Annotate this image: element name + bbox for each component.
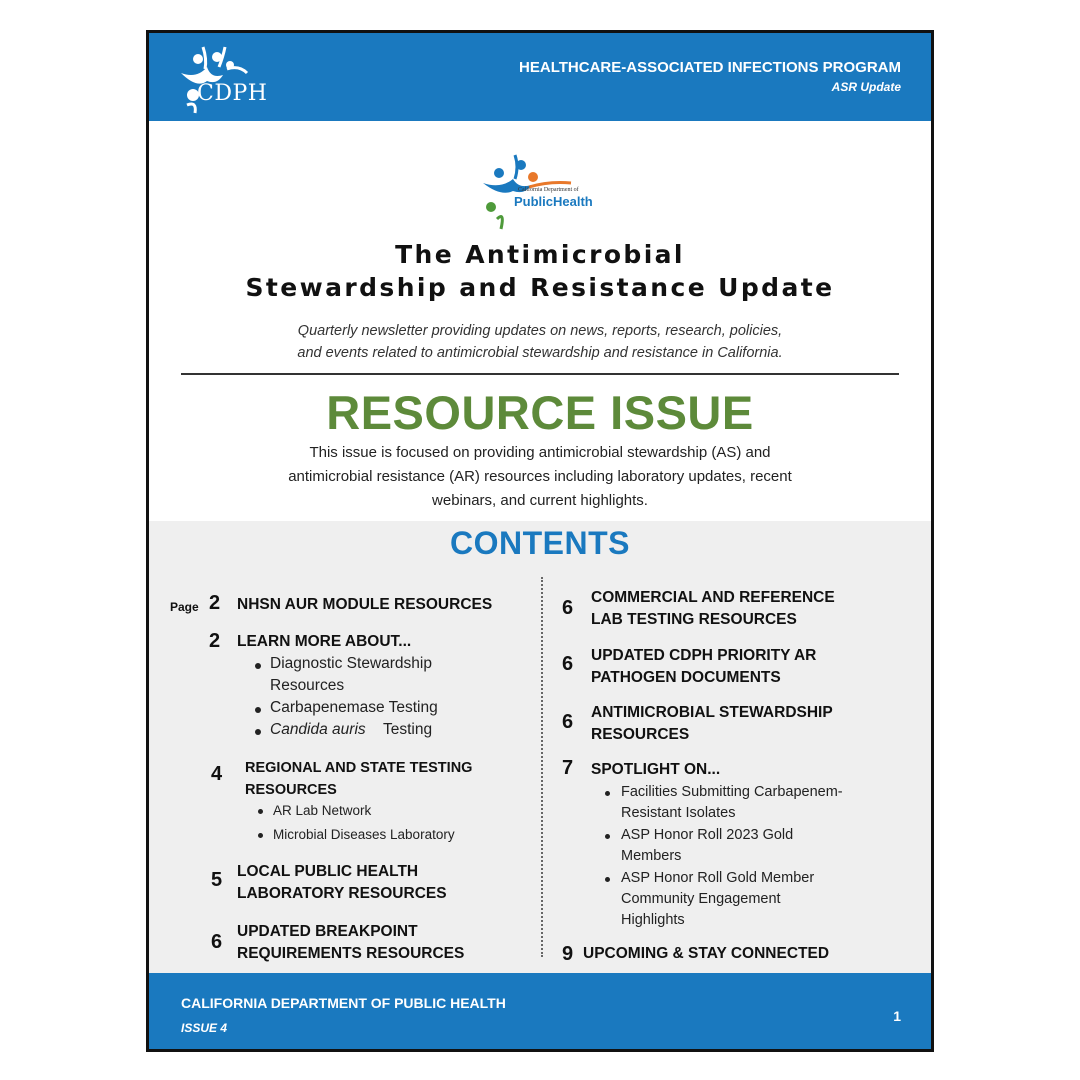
bullet-dot (255, 663, 261, 669)
footer-issue: ISSUE 4 (181, 1021, 228, 1035)
toc-entry-title[interactable]: UPDATED BREAKPOINT (237, 923, 418, 940)
toc-page-number: 4 (211, 763, 223, 785)
issue-heading: RESOURCE ISSUE (326, 386, 754, 439)
intro-line-1: This issue is focused on providing antimicrobial stewardship (AS) and (309, 444, 771, 461)
toc-page-number: 2 (209, 592, 221, 614)
public-health-logo-icon (479, 153, 619, 233)
toc-entry-title-cont[interactable]: RESOURCES (591, 726, 690, 743)
toc-page-number: 5 (211, 869, 223, 891)
toc-bullet: ASP Honor Roll Gold Member (621, 870, 815, 886)
subtitle-line-1: Quarterly newsletter providing updates on news, reports, research, policies, (297, 323, 783, 339)
toc-entry-title[interactable]: UPDATED CDPH PRIORITY AR (591, 647, 817, 664)
toc-bullet-italic: Candida auris (270, 721, 366, 738)
newsletter-page (146, 30, 934, 1052)
subtitle-line-2: and events related to antimicrobial stewardship and resistance in California. (297, 345, 783, 361)
bullet-dot (605, 877, 610, 882)
bullet-dot (258, 809, 263, 814)
title-divider (181, 373, 899, 375)
newsletter-title (149, 238, 931, 304)
bullet-dot (255, 707, 261, 713)
intro-line-2: antimicrobial resistance (AR) resources including laboratory updates, recent (288, 468, 792, 485)
toc-entry-title[interactable]: SPOTLIGHT ON... (591, 761, 721, 778)
toc-bullet: Facilities Submitting Carbapenem- (621, 784, 843, 800)
toc-bullet-cont: Community Engagement (621, 891, 781, 907)
toc-bullet-cont: Resources (270, 677, 345, 694)
toc-bullet-cont: Testing (383, 721, 433, 738)
toc-bullet: Carbapenemase Testing (270, 699, 438, 716)
toc-entry-title-cont[interactable]: RESOURCES (245, 782, 337, 798)
title-line-1: The Antimicrobial (395, 240, 685, 269)
page-label: Page (170, 600, 199, 614)
toc-page-number: 6 (211, 931, 223, 953)
title-line-2: Stewardship and Resistance Update (245, 273, 835, 302)
toc-page-number: 6 (562, 653, 574, 675)
toc-entry-title[interactable]: LEARN MORE ABOUT... (237, 633, 412, 650)
toc-bullet: AR Lab Network (273, 803, 372, 818)
toc-entry-title[interactable]: LOCAL PUBLIC HEALTH (237, 863, 419, 880)
bullet-dot (255, 729, 261, 735)
intro-line-3: webinars, and current highlights. (432, 492, 648, 509)
toc-bullet: ASP Honor Roll 2023 Gold (621, 827, 794, 843)
bullet-dot (605, 834, 610, 839)
toc-entry-title[interactable]: REGIONAL AND STATE TESTING (245, 760, 473, 776)
toc-page-number: 6 (562, 711, 574, 733)
page-number: 1 (893, 1008, 901, 1024)
cdph-logo-icon (167, 39, 277, 119)
ph-logo-small-text: California Department of (518, 187, 579, 193)
toc-bullet-cont: Members (621, 848, 682, 864)
toc-entry-title[interactable]: UPCOMING & STAY CONNECTED (583, 945, 830, 962)
toc-page-number: 2 (209, 630, 221, 652)
toc-page-number: 9 (562, 943, 574, 965)
toc-bullet: Diagnostic Stewardship (270, 655, 432, 672)
bullet-dot (605, 791, 610, 796)
toc-bullet-cont: Resistant Isolates (621, 805, 736, 821)
program-title: HEALTHCARE-ASSOCIATED INFECTIONS PROGRAM (519, 59, 901, 76)
bullet-dot (258, 833, 263, 838)
toc-page-number: 7 (562, 757, 574, 779)
toc-entry-title[interactable]: COMMERCIAL AND REFERENCE (591, 589, 835, 606)
newsletter-subtitle (189, 320, 891, 364)
header-bar (149, 33, 931, 121)
publication-name: ASR Update (831, 80, 901, 94)
toc-entry-title-cont[interactable]: PATHOGEN DOCUMENTS (591, 669, 781, 686)
contents-column-divider (541, 577, 543, 957)
toc-entry-title[interactable]: ANTIMICROBIAL STEWARDSHIP (591, 704, 833, 721)
toc-bullet-cont: Highlights (621, 912, 685, 928)
footer-bar (149, 973, 931, 1049)
contents-section (149, 521, 931, 973)
intro-text (229, 441, 851, 513)
contents-heading: CONTENTS (450, 525, 630, 561)
footer-org: CALIFORNIA DEPARTMENT OF PUBLIC HEALTH (181, 995, 506, 1011)
cdph-logo-text: CDPH (197, 81, 268, 106)
toc-page-number: 6 (562, 597, 574, 619)
toc-entry-title-cont[interactable]: LAB TESTING RESOURCES (591, 611, 797, 628)
toc-entry-title-cont[interactable]: LABORATORY RESOURCES (237, 885, 447, 902)
toc-entry-title-cont[interactable]: REQUIREMENTS RESOURCES (237, 945, 465, 962)
toc-entry-title[interactable]: NHSN AUR MODULE RESOURCES (237, 596, 493, 613)
toc-bullet: Microbial Diseases Laboratory (273, 827, 455, 842)
ph-logo-text: PublicHealth (514, 194, 593, 209)
